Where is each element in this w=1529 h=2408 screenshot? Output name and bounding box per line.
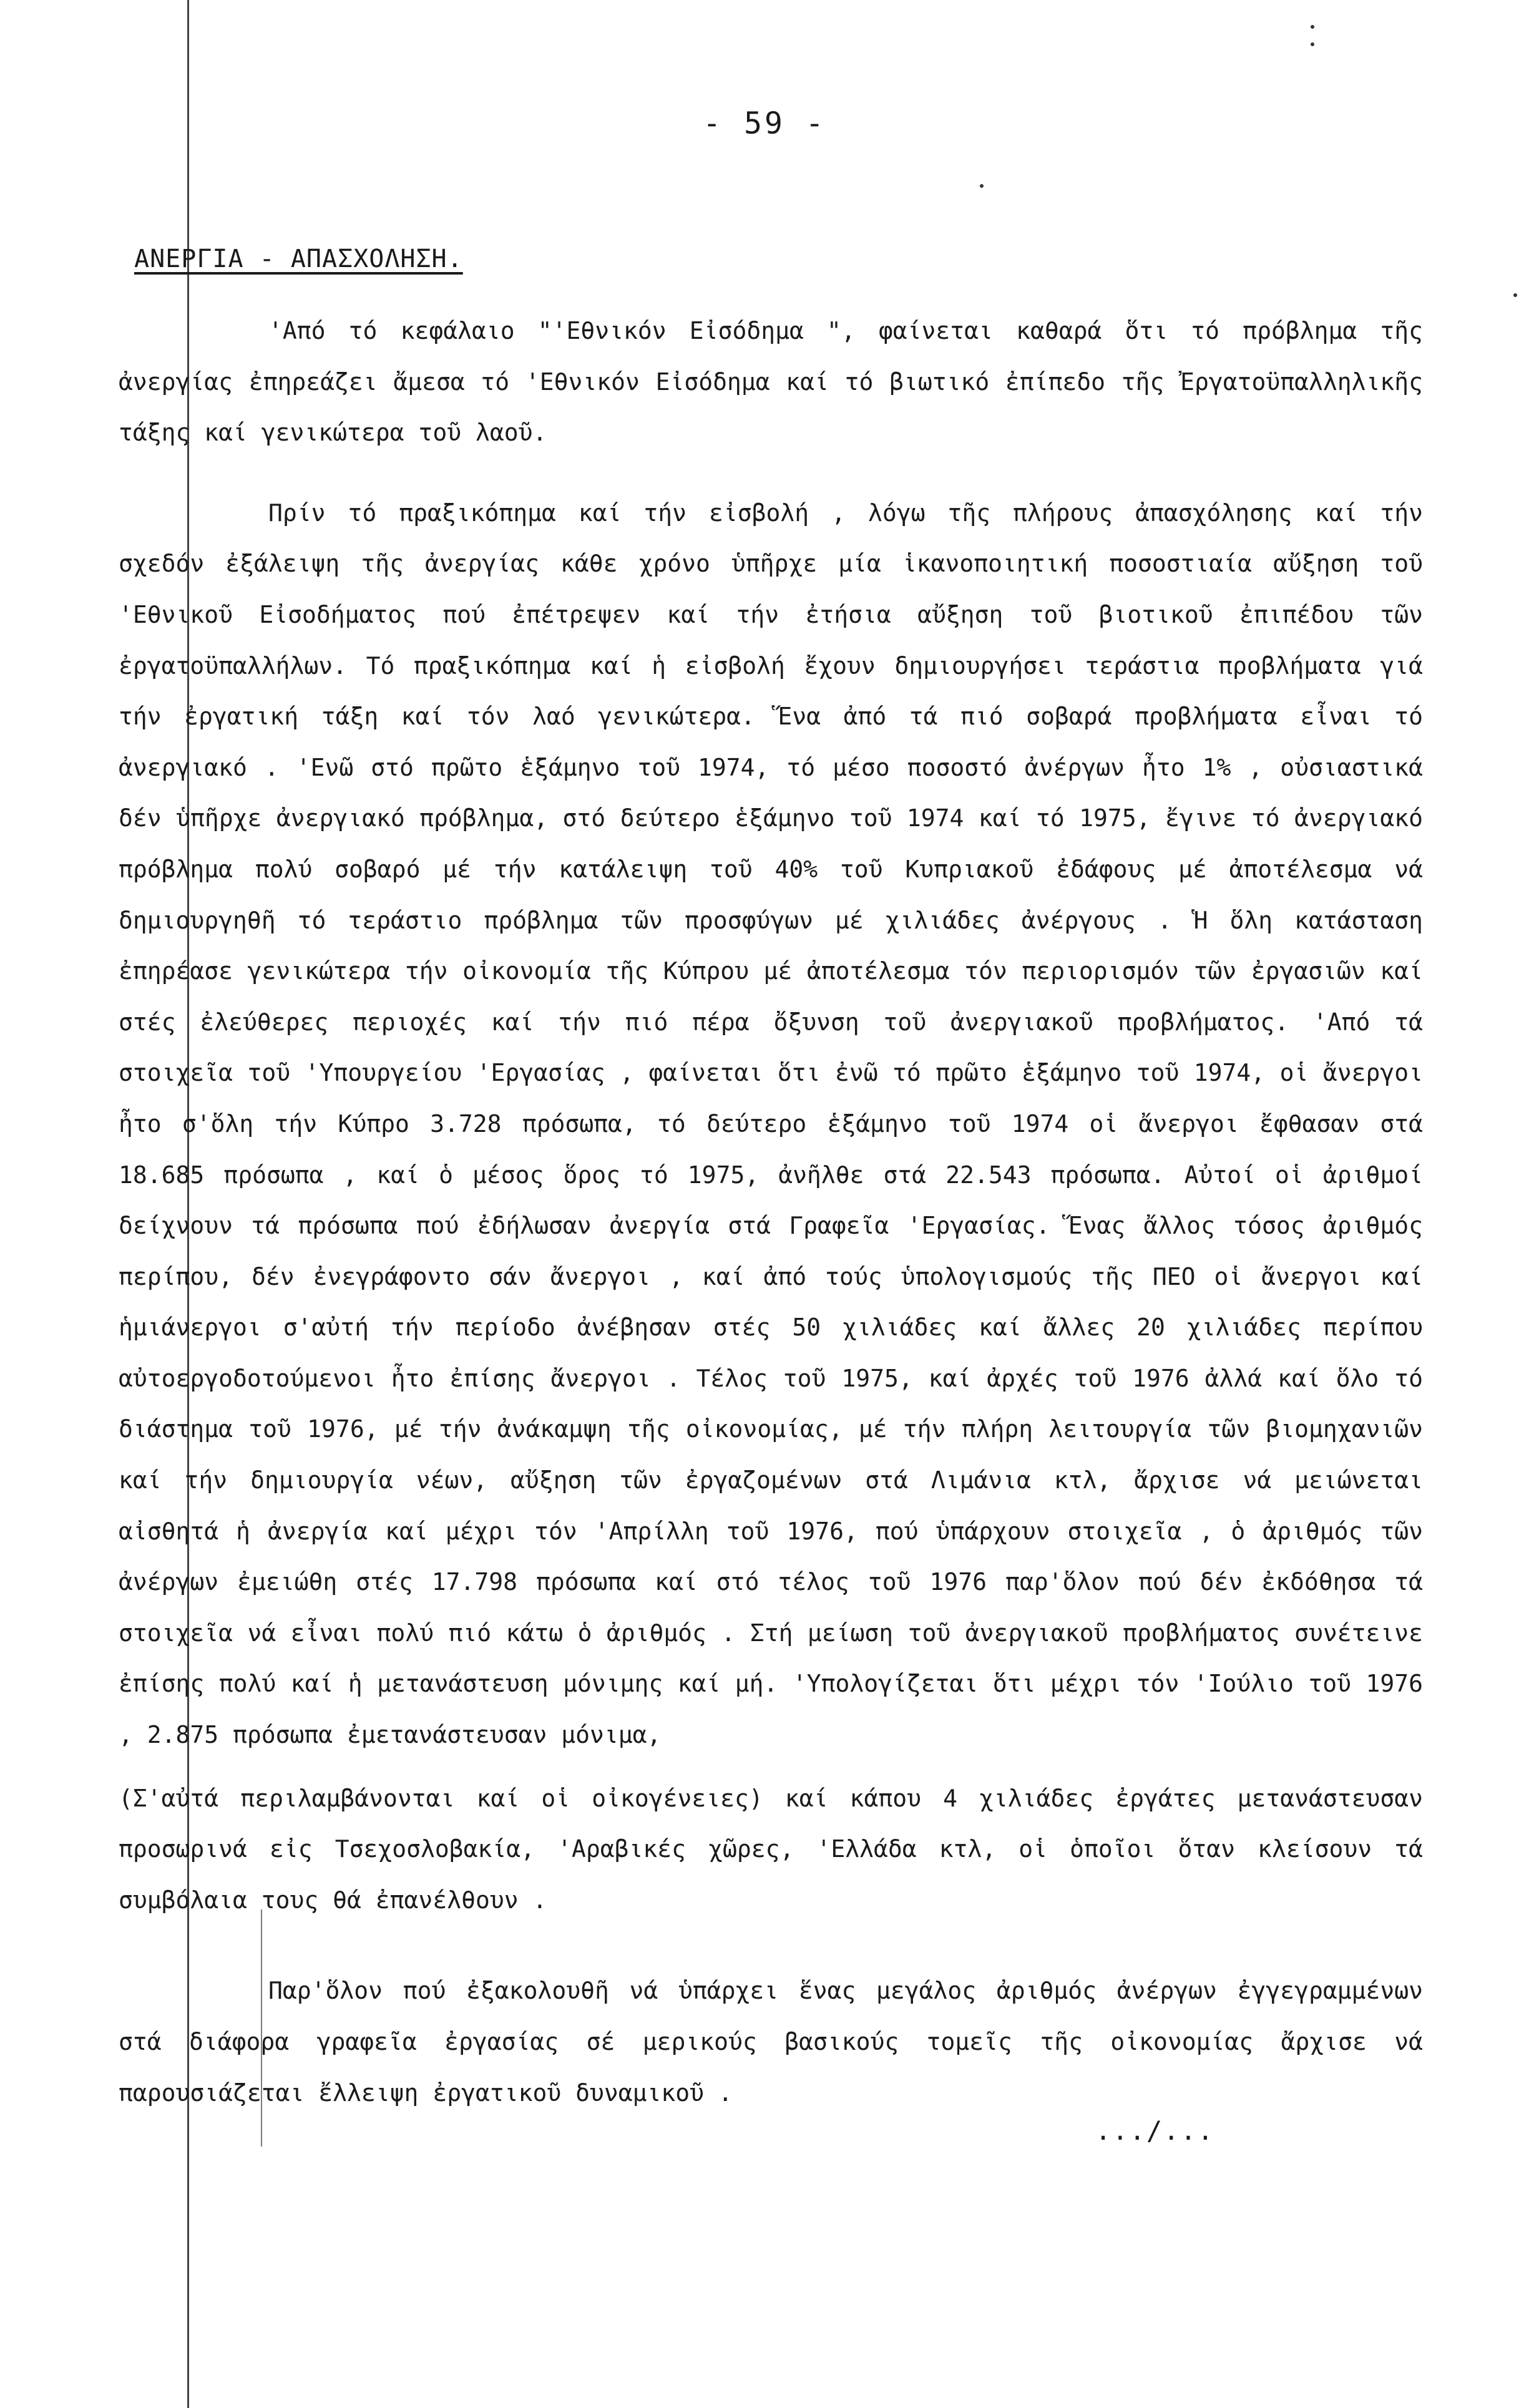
scan-speck [1311,42,1314,46]
scan-speck [1513,293,1517,297]
section-heading: ΑΝΕΡΓΙΑ - ΑΠΑΣΧΟΛΗΣΗ. [134,245,463,273]
scan-speck [1311,25,1314,29]
page-number: - 59 - [703,106,826,141]
paragraph: Παρ'ὅλον πού ἐξακολουθῆ νά ὑπάρχει ἕνας μεγάλος ἀριθμός ἀνέργων ἐγγεγραμμένων στά διάφορα γραφεῖα ἐργασίας σέ μερικούς βασικούς τομεῖς τῆς οἰκονομίας ἄρχισε νά παρουσιάζεται ἔλλειψη ἐργατικοῦ δυναμικοῦ . [119,1977,1423,2107]
paragraph: Πρίν τό πραξικόπημα καί τήν εἰσβολή , λόγω τῆς πλήρους ἀπασχόλησης καί τήν σχεδόν ἐξάλειψη τῆς ἀνεργίας κάθε χρόνο ὑπῆρχε μία ἱκανοποιητική ποσοστιαία αὔξηση τοῦ 'Εθνικοῦ Εἰσοδήματος πού ἐπέτρεψεν καί τήν ἐτήσια αὔξηση τοῦ βιοτικοῦ ἐπιπέδου τῶν ἐργατοϋπαλλήλων. Τό πραξικόπημα καί ἡ εἰσβολή ἔχουν δημιουργήσει τεράστια προβλήματα γιά τήν ἐργατική τάξη καί τόν λαό γενικώτερα. Ἕνα ἀπό τά πιό σοβαρά προβλήματα εἶναι τό ἀνεργιακό . 'Ενῶ στό πρῶτο ἑξάμηνο τοῦ 1974, τό μέσο ποσοστό ἀνέργων ἦτο 1% , οὐσιαστικά δέν ὑπῆρχε ἀνεργιακό πρόβλημα, στό δεύτερο ἑξάμηνο τοῦ 1974 καί τό 1975, ἔγινε τό ἀνεργιακό πρόβλημα πολύ σοβαρό μέ τήν κατάλειψη τοῦ 40% τοῦ Κυπριακοῦ ἐδάφους μέ ἀποτέλεσμα νά δημιουργηθῆ τό τεράστιο πρόβλημα τῶν προσφύγων μέ χιλιάδες ἀνέργους . Ἡ ὅλη κατάσταση ἐπηρέασε γενικώτερα τήν οἰκονομία τῆς Κύπρου μέ ἀποτέλεσμα τόν περιορισμόν τῶν ἐργασιῶν καί στές ἐλεύθερες περιοχές καί τήν πιό πέρα ὄξυνση τοῦ ἀνεργιακοῦ προβλήματος. 'Από τά στοιχεῖα τοῦ 'Υπουργείου 'Εργασίας , φαίνεται ὅτι ἐνῶ τό πρῶτο ἑξάμηνο τοῦ 1974, οἱ ἄνεργοι ἦτο σ'ὅλη τήν Κύπρο 3.728 πρόσωπα, τό δεύτερο ἑξάμηνο τοῦ 1974 οἱ ἄνεργοι ἔφθασαν στά 18.685 πρόσωπα , καί ὁ μέσος ὅρος τό 1975, ἀνῆλθε στά 22.543 πρόσωπα. Αὐτοί οἱ ἀριθμοί δείχνουν τά πρόσωπα πού ἐδήλωσαν ἀνεργία στά Γραφεῖα 'Εργασίας. Ἕνας ἄλλος τόσος ἀριθμός περίπου, δέν ἐνεγράφοντο σάν ἄνεργοι , καί ἀπό τούς ὑπολογισμούς τῆς ΠΕΟ οἱ ἄνεργοι καί ἡμιάνεργοι σ'αὐτή τήν περίοδο ἀνέβησαν στές 50 χιλιάδες καί ἄλλες 20 χιλιάδες περίπου αὐτοεργοδοτούμενοι ἦτο ἐπίσης ἄνεργοι . Τέλος τοῦ 1975, καί ἀρχές τοῦ 1976 ἀλλά καί ὅλο τό διάστημα τοῦ 1976, μέ τήν ἀνάκαμψη τῆς οἰκονομίας, μέ τήν πλήρη λειτουργία τῶν βιομηχανιῶν καί τήν δημιουργία νέων, αὔξηση τῶν ἐργαζομένων στά Λιμάνια κτλ, ἄρχισε νά μειώνεται αἰσθητά ἡ ἀνεργία καί μέχρι τόν 'Απρίλλη τοῦ 1976, πού ὑπάρχουν στοιχεῖα , ὁ ἀριθμός τῶν ἀνέργων ἐμειώθη στές 17.798 πρόσωπα καί στό τέλος τοῦ 1976 παρ'ὅλον πού δέν ἐκδόθησα τά στοιχεῖα νά εἶναι πολύ πιό κάτω ὁ ἀριθμός . Στή μείωση τοῦ ἀνεργιακοῦ προβλήματος συνέτεινε ἐπίσης πολύ καί ἡ μετανάστευση μόνιμης καί μή. 'Υπολογίζεται ὅτι μέχρι τόν 'Ιούλιο τοῦ 1976 , 2.875 πρόσωπα ἐμετανάστευσαν μόνιμα, [119,499,1423,1749]
body-text [119,306,1423,2118]
continuation-mark: .../... [1095,2115,1215,2146]
paragraph: 'Από τό κεφάλαιο "'Εθνικόν Εἰσόδημα ", φαίνεται καθαρά ὅτι τό πρόβλημα τῆς ἀνεργίας ἐπηρεάζει ἄμεσα τό 'Εθνικόν Εἰσόδημα καί τό βιωτικό ἐπίπεδο τῆς Ἐργατοϋπαλληλικῆς τάξης καί γενικώτερα τοῦ λαοῦ. [119,317,1423,447]
scan-speck [980,184,984,188]
paragraph: (Σ'αὐτά περιλαμβάνονται καί οἱ οἰκογένειες) καί κάπου 4 χιλιάδες ἐργάτες μετανάστευσαν προσωρινά εἰς Τσεχοσλοβακία, 'Αραβικές χῶρες, 'Ελλάδα κτλ, οἱ ὁποῖοι ὅταν κλείσουν τά συμβόλαια τους θά ἐπανέλθουν . [119,1784,1423,1914]
